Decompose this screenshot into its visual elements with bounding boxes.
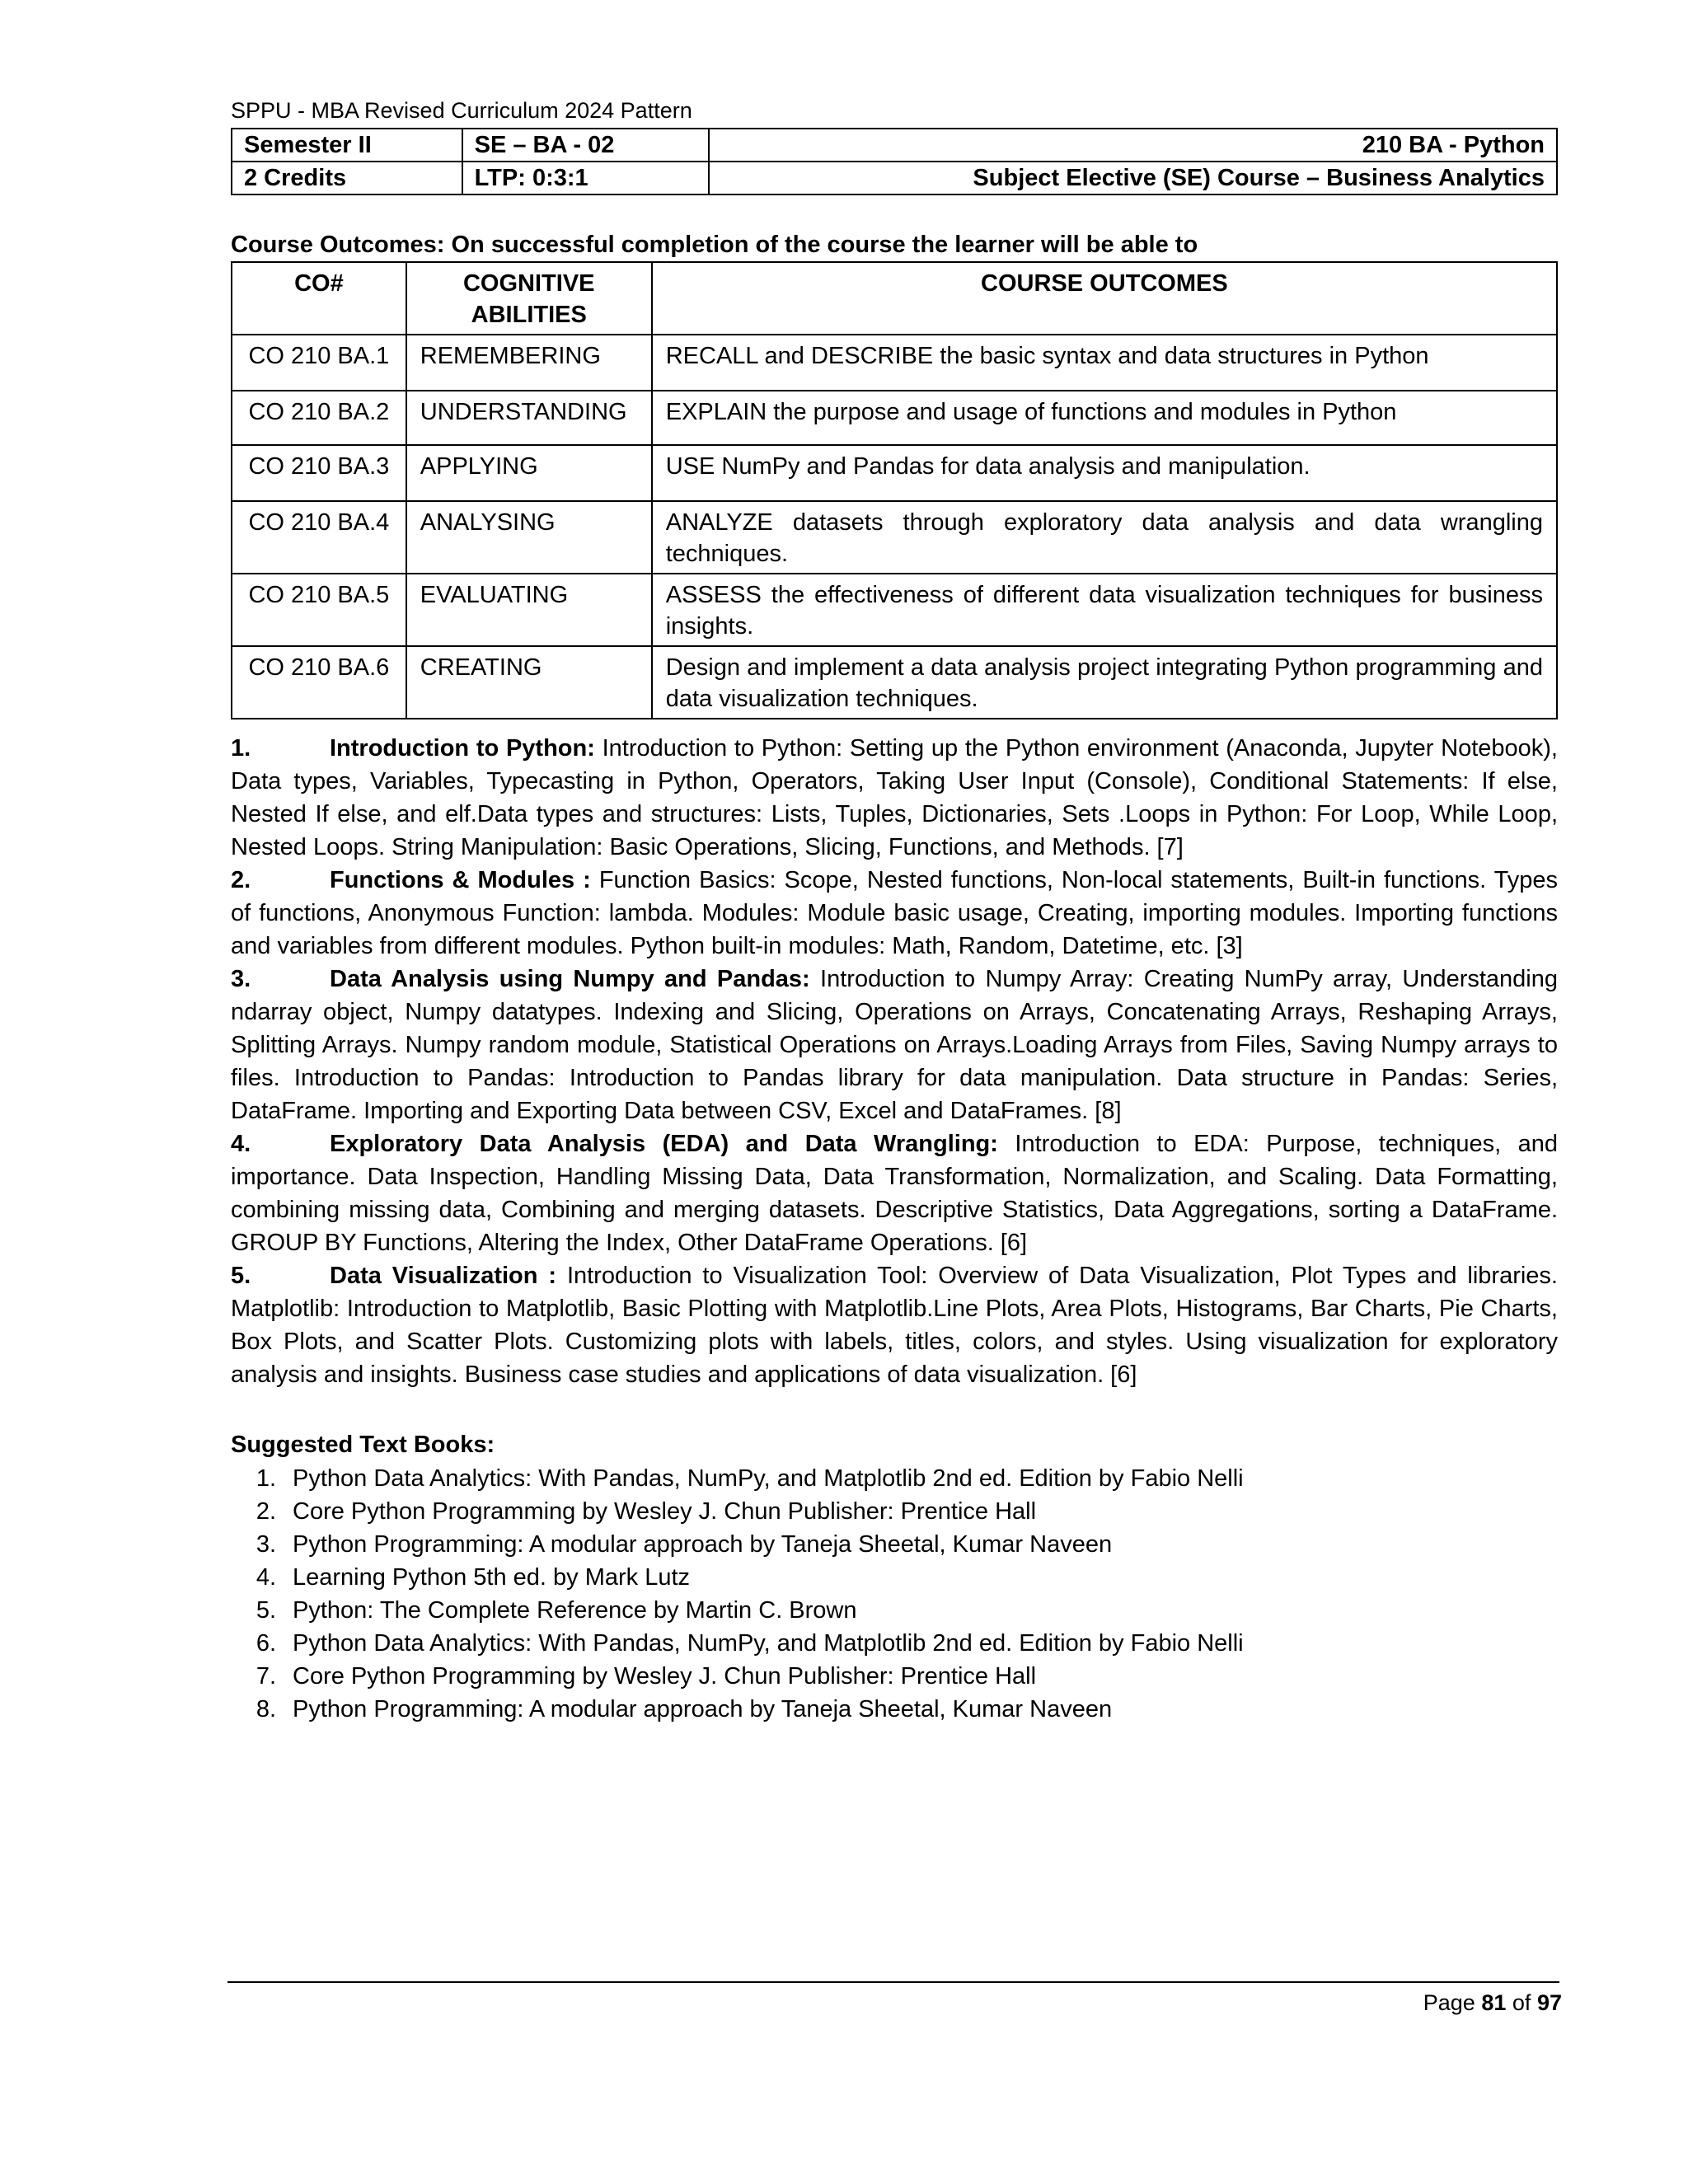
- cognitive-ability-cell: APPLYING: [406, 445, 652, 501]
- text-book-item: [231, 1495, 1244, 1528]
- text-book-item: [231, 1561, 1244, 1594]
- unit-number: 3.: [231, 966, 251, 992]
- semester-cell: Semester II: [232, 129, 462, 162]
- unit-description: Introduction to Python: Setting up the Python environment (Anaconda, Jupyter Notebook), Data types, Variables, Typecasting in Python, Operators, Taking User Input (Console), Conditional Statements: If else, Nested If else, and elf.Data types and structures: Lists, Tuples, Dictionaries, Sets .Loops in Python: For Loop, While Loop, Nested Loops. String Manipulation: Basic Operations, Slicing, Functions, and Methods. [7]: [231, 735, 1558, 860]
- column-header-cognitive-abilities: COGNITIVE ABILITIES: [406, 262, 652, 335]
- syllabus-unit: [231, 732, 1558, 864]
- credits-cell: 2 Credits: [232, 162, 462, 194]
- text-book-title: Python Programming: A modular approach by Taneja Sheetal, Kumar Naveen: [293, 1531, 1113, 1558]
- page-total: 97: [1536, 1990, 1562, 2015]
- course-outcomes-heading: Course Outcomes: On successful completion of the course the learner will be able to: [231, 232, 1198, 258]
- co-code-cell: CO 210 BA.2: [232, 391, 406, 445]
- text-book-item: [231, 1462, 1244, 1495]
- page-label: Page: [1423, 1990, 1475, 2015]
- co-code-cell: CO 210 BA.1: [232, 335, 406, 391]
- syllabus-units: [231, 732, 1558, 1391]
- text-book-number: 5.: [256, 1597, 276, 1624]
- footer-divider: [227, 1981, 1559, 1983]
- course-code-cell: SE – BA - 02: [462, 129, 710, 162]
- text-book-item: [231, 1660, 1244, 1693]
- text-book-number: 1.: [256, 1465, 276, 1492]
- syllabus-unit: [231, 1259, 1558, 1391]
- unit-description: Introduction to Numpy Array: Creating NumPy array, Understanding ndarray object, Numpy datatypes. Indexing and Slicing, Operations on Arrays, Concatenating Arrays, Reshaping Arrays, Splitting Arrays. Numpy random module, Statistical Operations on Arrays.Loading Arrays from Files, Saving Numpy arrays to files. Introduction to Pandas: Introduction to Pandas library for data manipulation. Data structure in Pandas: Series, DataFrame. Importing and Exporting Data between CSV, Excel and DataFrames. [8]: [231, 966, 1558, 1124]
- course-type-cell: Subject Elective (SE) Course – Business Analytics: [709, 162, 1557, 194]
- header-row: [232, 162, 1557, 194]
- course-name-cell: 210 BA - Python: [709, 129, 1557, 162]
- unit-title: Introduction to Python:: [330, 735, 595, 762]
- text-book-number: 2.: [256, 1498, 276, 1525]
- course-outcome-row: [232, 445, 1557, 501]
- text-books-list: [231, 1462, 1244, 1726]
- text-book-number: 8.: [256, 1696, 276, 1722]
- page-of-label: of: [1512, 1990, 1531, 2015]
- text-book-title: Python Programming: A modular approach by Taneja Sheetal, Kumar Naveen: [293, 1696, 1113, 1722]
- co-code-cell: CO 210 BA.4: [232, 501, 406, 574]
- text-book-item: [231, 1627, 1244, 1660]
- course-outcome-cell: EXPLAIN the purpose and usage of functions and modules in Python: [652, 391, 1557, 445]
- ltp-cell: LTP: 0:3:1: [462, 162, 710, 194]
- column-header-co: CO#: [232, 262, 406, 335]
- course-outcome-cell: RECALL and DESCRIBE the basic syntax and data structures in Python: [652, 335, 1557, 391]
- unit-description: Introduction to Visualization Tool: Overview of Data Visualization, Plot Types and libraries. Matplotlib: Introduction to Matplotlib, Basic Plotting with Matplotlib.Line Plots, Area Plots, Histograms, Bar Charts, Pie Charts, Box Plots, and Scatter Plots. Customizing plots with labels, titles, colors, and styles. Using visualization for exploratory analysis and insights. Business case studies and applications of data visualization. [6]: [231, 1263, 1558, 1388]
- syllabus-unit: [231, 864, 1558, 963]
- page-current: 81: [1481, 1990, 1507, 2015]
- co-code-cell: CO 210 BA.6: [232, 646, 406, 719]
- cognitive-ability-cell: UNDERSTANDING: [406, 391, 652, 445]
- course-outcome-cell: Design and implement a data analysis project integrating Python programming and data visualization techniques.: [652, 646, 1557, 719]
- text-book-number: 4.: [256, 1564, 276, 1591]
- text-book-item: [231, 1528, 1244, 1561]
- unit-title: Data Visualization :: [330, 1263, 557, 1289]
- curriculum-caption: SPPU - MBA Revised Curriculum 2024 Pattern: [231, 98, 692, 123]
- header-row: [232, 129, 1557, 162]
- cognitive-ability-cell: ANALYSING: [406, 501, 652, 574]
- course-header-table: [231, 128, 1558, 195]
- course-outcome-row: [232, 501, 1557, 574]
- course-outcomes-table: [231, 261, 1558, 719]
- text-book-item: [231, 1693, 1244, 1726]
- co-code-cell: CO 210 BA.5: [232, 574, 406, 646]
- unit-title: Data Analysis using Numpy and Pandas:: [330, 966, 810, 992]
- cognitive-ability-cell: EVALUATING: [406, 574, 652, 646]
- text-book-item: [231, 1594, 1244, 1627]
- text-book-number: 7.: [256, 1663, 276, 1690]
- text-book-title: Core Python Programming by Wesley J. Chun Publisher: Prentice Hall: [293, 1498, 1037, 1525]
- course-outcome-row: [232, 646, 1557, 719]
- text-book-title: Python Data Analytics: With Pandas, NumPy, and Matplotlib 2nd ed. Edition by Fabio Nelli: [293, 1630, 1244, 1657]
- co-code-cell: CO 210 BA.3: [232, 445, 406, 501]
- page-number: [1423, 1989, 1562, 2017]
- text-book-number: 6.: [256, 1630, 276, 1657]
- text-book-title: Python Data Analytics: With Pandas, NumPy, and Matplotlib 2nd ed. Edition by Fabio Nelli: [293, 1465, 1244, 1492]
- course-outcomes-header-row: [232, 262, 1557, 335]
- course-outcome-row: [232, 391, 1557, 445]
- course-outcome-row: [232, 335, 1557, 391]
- text-book-title: Learning Python 5th ed. by Mark Lutz: [293, 1564, 691, 1591]
- text-books-heading: Suggested Text Books:: [231, 1432, 495, 1458]
- syllabus-unit: [231, 1127, 1558, 1259]
- unit-number: 2.: [231, 867, 251, 893]
- course-outcomes-body: [232, 335, 1557, 719]
- unit-title: Exploratory Data Analysis (EDA) and Data Wrangling:: [330, 1131, 998, 1157]
- column-header-course-outcomes: COURSE OUTCOMES: [652, 262, 1557, 335]
- cognitive-ability-cell: CREATING: [406, 646, 652, 719]
- course-outcome-cell: ASSESS the effectiveness of different data visualization techniques for business insights.: [652, 574, 1557, 646]
- text-book-title: Python: The Complete Reference by Martin C. Brown: [293, 1597, 857, 1624]
- cognitive-ability-cell: REMEMBERING: [406, 335, 652, 391]
- course-outcome-row: [232, 574, 1557, 646]
- unit-number: 1.: [231, 735, 251, 762]
- syllabus-unit: [231, 963, 1558, 1127]
- unit-description: Function Basics: Scope, Nested functions, Non-local statements, Built-in functions. Types of functions, Anonymous Function: lambda. Modules: Module basic usage, Creating, importing modules. Importing functions and variables from different modules. Python built-in modules: Math, Random, Datetime, etc. [3]: [231, 867, 1558, 959]
- unit-number: 5.: [231, 1263, 251, 1289]
- course-outcome-cell: USE NumPy and Pandas for data analysis and manipulation.: [652, 445, 1557, 501]
- unit-title: Functions & Modules :: [330, 867, 591, 893]
- course-outcome-cell: ANALYZE datasets through exploratory data analysis and data wrangling techniques.: [652, 501, 1557, 574]
- unit-description: Introduction to EDA: Purpose, techniques, and importance. Data Inspection, Handling Missing Data, Data Transformation, Normalization, and Scaling. Data Formatting, combining missing data, Combining and merging datasets. Descriptive Statistics, Data Aggregations, sorting a DataFrame. GROUP BY Functions, Altering the Index, Other DataFrame Operations. [6]: [231, 1131, 1558, 1256]
- text-book-title: Core Python Programming by Wesley J. Chun Publisher: Prentice Hall: [293, 1663, 1037, 1690]
- text-book-number: 3.: [256, 1531, 276, 1558]
- unit-number: 4.: [231, 1131, 251, 1157]
